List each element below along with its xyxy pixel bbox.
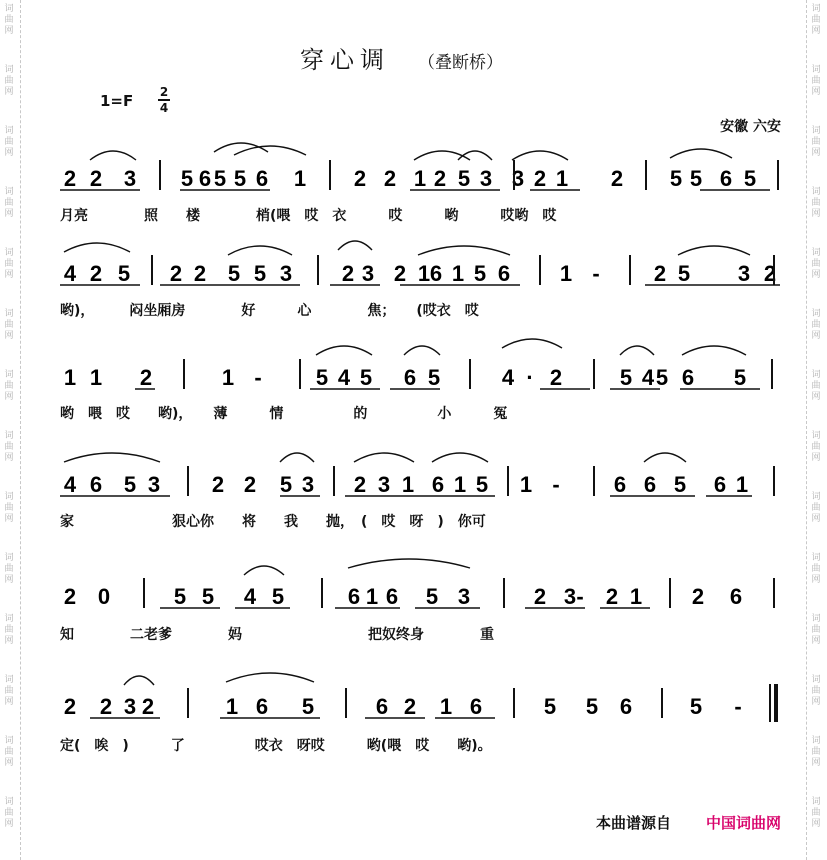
slur-arc xyxy=(644,453,686,462)
score-note: 5 xyxy=(733,365,747,390)
score-note: 1 xyxy=(555,166,569,191)
score-note: 5 xyxy=(619,365,633,390)
slur-arc xyxy=(620,346,654,355)
slur-arc xyxy=(348,559,470,568)
score-note: 2 xyxy=(383,166,397,191)
watermark-glyph: 网 xyxy=(811,636,821,646)
score-note: - xyxy=(552,472,560,497)
score-note: 0 xyxy=(97,584,111,609)
score-note: 2 xyxy=(243,472,257,497)
score-note: 1 xyxy=(89,365,103,390)
score-note: 5 xyxy=(279,472,293,497)
score-note: 2 xyxy=(63,584,77,609)
watermark-glyph: 网 xyxy=(811,758,821,768)
watermark-glyph: 网 xyxy=(4,331,14,341)
score-note: 6 xyxy=(431,472,445,497)
score-note: 6 xyxy=(681,365,695,390)
score-note: 2 xyxy=(99,694,113,719)
score-note: 1 xyxy=(735,472,749,497)
slur-arc xyxy=(458,151,492,160)
watermark-glyph: 曲 xyxy=(4,15,14,25)
watermark-glyph: 网 xyxy=(4,514,14,524)
watermark-glyph: 曲 xyxy=(811,259,821,269)
score-note: - xyxy=(734,694,742,719)
lyric-line-4: 家 狠心你 将 我 抛， ( 哎 呀 ) 你可 xyxy=(60,514,486,530)
score-note: 1 xyxy=(413,166,427,191)
watermark-glyph: 网 xyxy=(811,453,821,463)
score-note: 3 xyxy=(361,261,375,286)
watermark-glyph: 网 xyxy=(4,636,14,646)
watermark-glyph: 词 xyxy=(811,675,821,685)
score-note: 5 xyxy=(673,472,687,497)
slur-arc xyxy=(678,246,750,255)
watermark-glyph: 曲 xyxy=(811,320,821,330)
watermark-glyph: 曲 xyxy=(811,442,821,452)
score-note: 5 xyxy=(201,584,215,609)
watermark-glyph: 词 xyxy=(811,553,821,563)
score-note: 3 xyxy=(301,472,315,497)
score-note: 6 xyxy=(429,261,443,286)
score-note: 2 xyxy=(403,694,417,719)
watermark-glyph: 曲 xyxy=(4,625,14,635)
slur-arc xyxy=(234,146,306,155)
watermark-glyph: 网 xyxy=(811,87,821,97)
score-note: 6 xyxy=(619,694,633,719)
score-note: 2 xyxy=(193,261,207,286)
song-subtitle: （叠断桥） xyxy=(418,53,503,73)
score-note: 6 xyxy=(89,472,103,497)
score-note: 2 xyxy=(393,261,407,286)
watermark-glyph: 网 xyxy=(4,819,14,829)
watermark-glyph: 词 xyxy=(4,492,14,502)
watermark-glyph: 词 xyxy=(4,4,14,14)
score-note: 5 xyxy=(585,694,599,719)
watermark-glyph: 网 xyxy=(4,26,14,36)
watermark-glyph: 曲 xyxy=(811,198,821,208)
score-note: 5 xyxy=(677,261,691,286)
watermark-glyph: 词 xyxy=(4,431,14,441)
score-note: 5 xyxy=(669,166,683,191)
score-note: 5 xyxy=(213,166,227,191)
score-note: 2 xyxy=(691,584,705,609)
watermark-glyph: 曲 xyxy=(4,503,14,513)
watermark-glyph: 曲 xyxy=(811,686,821,696)
watermark-glyph: 网 xyxy=(811,331,821,341)
slur-arc xyxy=(124,676,154,685)
score-note: 5 xyxy=(475,472,489,497)
region-label: 安徽 六安 xyxy=(720,119,781,135)
score-note: 1 xyxy=(293,166,307,191)
score-note: 6 xyxy=(643,472,657,497)
score-note: 1 xyxy=(401,472,415,497)
score-note: 5 xyxy=(271,584,285,609)
watermark-glyph: 词 xyxy=(811,65,821,75)
score-note: 5 xyxy=(689,694,703,719)
score-note: 1 xyxy=(365,584,379,609)
score-note: 5 xyxy=(173,584,187,609)
score-note: 5 xyxy=(543,694,557,719)
watermark-glyph: 词 xyxy=(4,614,14,624)
score-note: 5 xyxy=(689,166,703,191)
watermark-glyph: 网 xyxy=(4,453,14,463)
watermark-glyph: 网 xyxy=(811,148,821,158)
watermark-glyph: 词 xyxy=(4,736,14,746)
watermark-glyph: 曲 xyxy=(4,564,14,574)
slur-arc xyxy=(354,453,414,462)
score-note: 3 xyxy=(377,472,391,497)
score-note: 5 xyxy=(743,166,757,191)
score-note: 5 xyxy=(427,365,441,390)
score-note: 3 xyxy=(563,584,577,609)
score-note: 5 xyxy=(359,365,373,390)
lyric-line-3: 哟 喂 哎 哟)， 薄 情 的 小 冤 xyxy=(60,406,508,422)
slur-arc xyxy=(90,151,136,160)
score-note: 6 xyxy=(198,166,212,191)
watermark-glyph: 曲 xyxy=(4,381,14,391)
score-note: 5 xyxy=(233,166,247,191)
watermark-glyph: 词 xyxy=(811,736,821,746)
score-note: 2 xyxy=(89,261,103,286)
watermark-glyph: 曲 xyxy=(811,137,821,147)
score-note: 3 xyxy=(123,166,137,191)
score-note: 4 xyxy=(337,365,351,390)
score-note: 5 xyxy=(473,261,487,286)
watermark-glyph: 词 xyxy=(811,797,821,807)
watermark-glyph: 词 xyxy=(811,4,821,14)
score-note: 3 xyxy=(737,261,751,286)
time-denominator: 4 xyxy=(159,101,169,115)
watermark-glyph: 词 xyxy=(811,248,821,258)
watermark-glyph: 网 xyxy=(811,514,821,524)
score-note: 5 xyxy=(123,472,137,497)
watermark-glyph: 曲 xyxy=(4,686,14,696)
watermark-glyph: 词 xyxy=(811,126,821,136)
lyric-line-1: 月亮 照 楼 梢(喂 哎 衣 哎 哟 哎哟 哎 xyxy=(60,208,557,224)
score-note: 5 xyxy=(457,166,471,191)
score-note: - xyxy=(576,584,584,609)
watermark-glyph: 词 xyxy=(811,431,821,441)
score-note: 4 xyxy=(243,584,257,609)
watermark-glyph: 词 xyxy=(811,370,821,380)
watermark-glyph: 词 xyxy=(4,675,14,685)
score-note: 1 xyxy=(629,584,643,609)
score-note: 4 xyxy=(501,365,515,390)
score-note: 3 xyxy=(511,166,525,191)
score-note: 2 xyxy=(341,261,355,286)
slur-arc xyxy=(682,346,746,355)
watermark-glyph: 词 xyxy=(4,309,14,319)
watermark-glyph: 网 xyxy=(811,819,821,829)
score-note: 6 xyxy=(469,694,483,719)
score-note: 6 xyxy=(713,472,727,497)
score-note: - xyxy=(592,261,600,286)
score-note: 5 xyxy=(180,166,194,191)
watermark-glyph: 曲 xyxy=(811,15,821,25)
lyric-line-6: 定( 唉 ) 了 哎衣 呀哎 哟(喂 哎 哟)。 xyxy=(60,738,492,754)
score-note: 5 xyxy=(425,584,439,609)
score-note: 2 xyxy=(533,166,547,191)
time-numerator: 2 xyxy=(159,85,169,99)
slur-arc xyxy=(226,673,314,682)
score-note: 1 xyxy=(63,365,77,390)
watermark-glyph: 网 xyxy=(4,209,14,219)
score-note: 5 xyxy=(655,365,669,390)
score-note: 2 xyxy=(549,365,563,390)
score-note: 1 xyxy=(519,472,533,497)
slur-arc xyxy=(214,143,268,152)
score-note: 2 xyxy=(63,166,77,191)
watermark-glyph: 网 xyxy=(4,148,14,158)
watermark-glyph: 词 xyxy=(4,553,14,563)
score-note: 5 xyxy=(117,261,131,286)
score-note: 3 xyxy=(279,261,293,286)
score-note: 4 xyxy=(63,261,77,286)
score-note: 2 xyxy=(139,365,153,390)
score-note: 2 xyxy=(353,472,367,497)
score-note: 6 xyxy=(375,694,389,719)
watermark-glyph: 网 xyxy=(811,392,821,402)
slur-arc xyxy=(228,246,292,255)
score-note: 2 xyxy=(605,584,619,609)
score-note: 3 xyxy=(479,166,493,191)
slur-arc xyxy=(432,453,488,462)
slur-arc xyxy=(418,246,510,255)
score-note: · xyxy=(526,365,534,390)
slur-arc xyxy=(502,339,562,348)
watermark-glyph: 曲 xyxy=(4,76,14,86)
watermark-glyph: 曲 xyxy=(4,442,14,452)
watermark-glyph: 曲 xyxy=(811,381,821,391)
slur-arc xyxy=(670,149,732,158)
watermark-glyph: 曲 xyxy=(811,503,821,513)
watermark-glyph: 网 xyxy=(4,575,14,585)
watermark-glyph: 词 xyxy=(811,614,821,624)
watermark-glyph: 词 xyxy=(4,126,14,136)
score-note: 2 xyxy=(533,584,547,609)
song-title: 穿心调 xyxy=(300,46,390,74)
watermark-glyph: 网 xyxy=(4,270,14,280)
score-note: 1 xyxy=(417,261,431,286)
score-note: 2 xyxy=(63,694,77,719)
watermark-glyph: 曲 xyxy=(4,198,14,208)
score-note: 5 xyxy=(315,365,329,390)
score-note: 3 xyxy=(123,694,137,719)
score-note: 1 xyxy=(453,472,467,497)
watermark-glyph: 曲 xyxy=(811,808,821,818)
watermark-glyph: 网 xyxy=(811,697,821,707)
score-note: 4 xyxy=(641,365,655,390)
score-note: 2 xyxy=(763,261,777,286)
score-note: 4 xyxy=(63,472,77,497)
score-note: 2 xyxy=(433,166,447,191)
score-note: 6 xyxy=(613,472,627,497)
score-note: 6 xyxy=(719,166,733,191)
watermark-glyph: 网 xyxy=(811,209,821,219)
watermark-glyph: 曲 xyxy=(811,625,821,635)
watermark-glyph: 词 xyxy=(4,187,14,197)
score-note: 6 xyxy=(497,261,511,286)
watermark-glyph: 词 xyxy=(4,248,14,258)
watermark-glyph: 网 xyxy=(4,392,14,402)
score-note: 6 xyxy=(729,584,743,609)
score-note: 2 xyxy=(169,261,183,286)
slur-arc xyxy=(64,453,160,462)
watermark-glyph: 词 xyxy=(811,187,821,197)
watermark-glyph: 曲 xyxy=(811,564,821,574)
slur-arc xyxy=(404,346,440,355)
score-note: 6 xyxy=(255,694,269,719)
slur-arc xyxy=(338,241,372,250)
score-note: 1 xyxy=(221,365,235,390)
watermark-glyph: 曲 xyxy=(4,747,14,757)
score-note: 6 xyxy=(403,365,417,390)
score-note: 5 xyxy=(253,261,267,286)
watermark-glyph: 曲 xyxy=(4,137,14,147)
score-note: 2 xyxy=(653,261,667,286)
watermark-glyph: 网 xyxy=(4,87,14,97)
watermark-glyph: 网 xyxy=(811,270,821,280)
watermark-glyph: 曲 xyxy=(811,747,821,757)
score-note: 2 xyxy=(610,166,624,191)
watermark-glyph: 网 xyxy=(4,758,14,768)
watermark-glyph: 词 xyxy=(4,370,14,380)
score-note: 1 xyxy=(451,261,465,286)
score-note: 2 xyxy=(89,166,103,191)
watermark-glyph: 曲 xyxy=(811,76,821,86)
slur-arc xyxy=(64,243,130,252)
score-note: 2 xyxy=(353,166,367,191)
score-note: 5 xyxy=(301,694,315,719)
score-note: 6 xyxy=(385,584,399,609)
slur-arc xyxy=(316,346,372,355)
score-note: 1 xyxy=(225,694,239,719)
lyric-line-5: 知 二老爹 妈 把奴终身 重 xyxy=(60,627,494,643)
watermark-glyph: 词 xyxy=(4,65,14,75)
score-note: 6 xyxy=(255,166,269,191)
key-signature: 1=F xyxy=(100,92,134,110)
watermark-glyph: 词 xyxy=(4,797,14,807)
slur-arc xyxy=(244,566,284,575)
source-site-link[interactable]: 中国词曲网 xyxy=(706,814,782,832)
score-note: 3 xyxy=(147,472,161,497)
lyric-line-2: 哟)， 闷坐厢房 好 心 焦； (哎衣 哎 xyxy=(60,303,479,319)
score-note: 6 xyxy=(347,584,361,609)
watermark-glyph: 网 xyxy=(4,697,14,707)
watermark-glyph: 曲 xyxy=(4,808,14,818)
watermark-glyph: 网 xyxy=(811,26,821,36)
score-note: 2 xyxy=(211,472,225,497)
slur-arc xyxy=(280,453,314,462)
source-label: 本曲谱源自 xyxy=(596,814,672,832)
score-note: - xyxy=(254,365,262,390)
watermark-glyph: 网 xyxy=(811,575,821,585)
score-note: 1 xyxy=(439,694,453,719)
score-note: 2 xyxy=(141,694,155,719)
score-note: 5 xyxy=(227,261,241,286)
watermark-glyph: 词 xyxy=(811,309,821,319)
watermark-glyph: 曲 xyxy=(4,320,14,330)
watermark-glyph: 词 xyxy=(811,492,821,502)
watermark-glyph: 曲 xyxy=(4,259,14,269)
slur-arc xyxy=(512,151,568,160)
slur-arc xyxy=(414,151,470,160)
score-note: 1 xyxy=(559,261,573,286)
score-note: 3 xyxy=(457,584,471,609)
